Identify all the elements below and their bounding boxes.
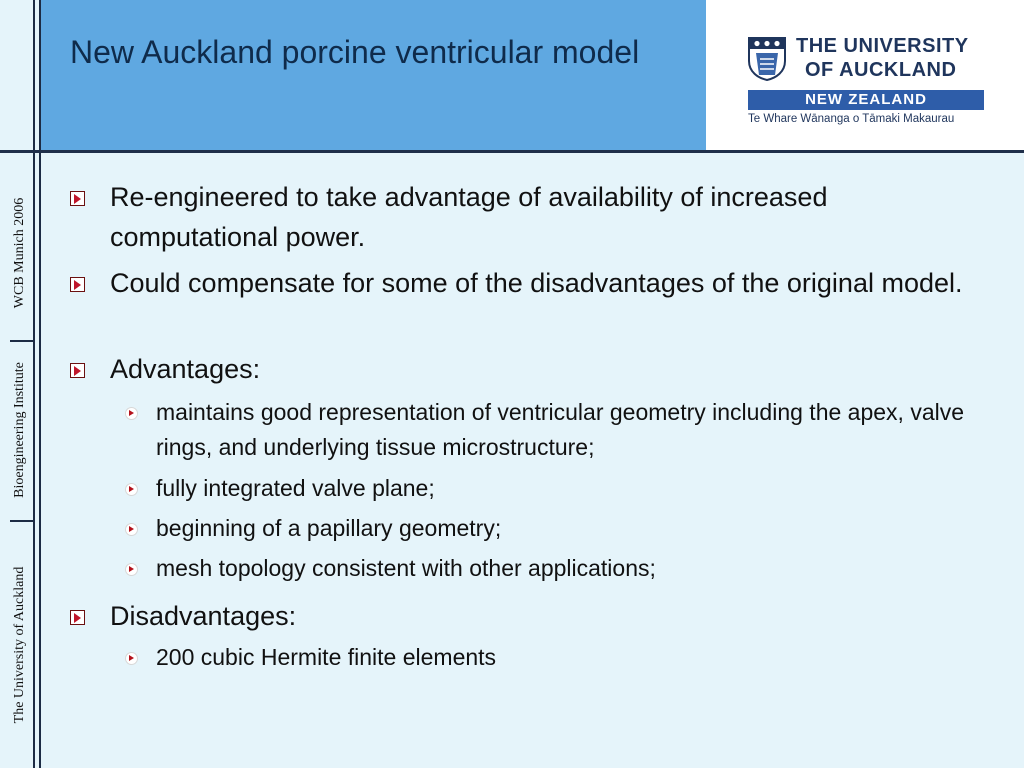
sub-bullet-item: beginning of a papillary geometry; (156, 515, 502, 541)
sidebar-conference-label: WCB Munich 2006 (12, 197, 27, 309)
bullet-item: Disadvantages: (110, 601, 297, 631)
sub-bullet-marker-icon (126, 653, 137, 664)
bullet-marker-icon (70, 191, 85, 206)
logo-line2: OF AUCKLAND (805, 59, 957, 81)
university-crest-icon (748, 37, 786, 81)
sub-bullet-marker-icon (126, 524, 137, 535)
slide-title: New Auckland porcine ventricular model (70, 34, 640, 70)
sidebar-rule (33, 0, 35, 768)
sidebar-divider (10, 340, 34, 342)
bullet-item: Re-engineered to take advantage of availability of increased computational power. (110, 182, 828, 252)
header-band (0, 0, 706, 150)
bullet-item: Could compensate for some of the disadvantages of the original model. (110, 268, 963, 298)
bullet-marker-icon (70, 363, 85, 378)
sidebar-institute-label: Bioengineering Institute (12, 362, 27, 498)
sub-bullet-marker-icon (126, 408, 137, 419)
bullet-marker-icon (70, 277, 85, 292)
logo-maori-tagline: Te Whare Wānanga o Tāmaki Makaurau (748, 113, 955, 125)
sidebar-rule (39, 0, 41, 768)
logo-line1: THE UNIVERSITY (796, 35, 969, 57)
bullet-marker-icon (70, 610, 85, 625)
sidebar-university-label: The University of Auckland (12, 566, 27, 724)
sub-bullet-item: mesh topology consistent with other applications; (156, 555, 656, 581)
sub-bullet-marker-icon (126, 564, 137, 575)
sidebar-divider (10, 520, 34, 522)
bullet-item: Advantages: (110, 354, 261, 384)
sub-bullet-marker-icon (126, 484, 137, 495)
logo-country-band: NEW ZEALAND (748, 90, 984, 110)
sub-bullet-item: maintains good representation of ventricular geometry including the apex, valve rings, and underlying tissue microstructure; (156, 399, 965, 460)
sub-bullet-item: fully integrated valve plane; (156, 475, 435, 501)
sub-bullet-item: 200 cubic Hermite finite elements (156, 644, 497, 670)
header-divider (0, 150, 1024, 153)
